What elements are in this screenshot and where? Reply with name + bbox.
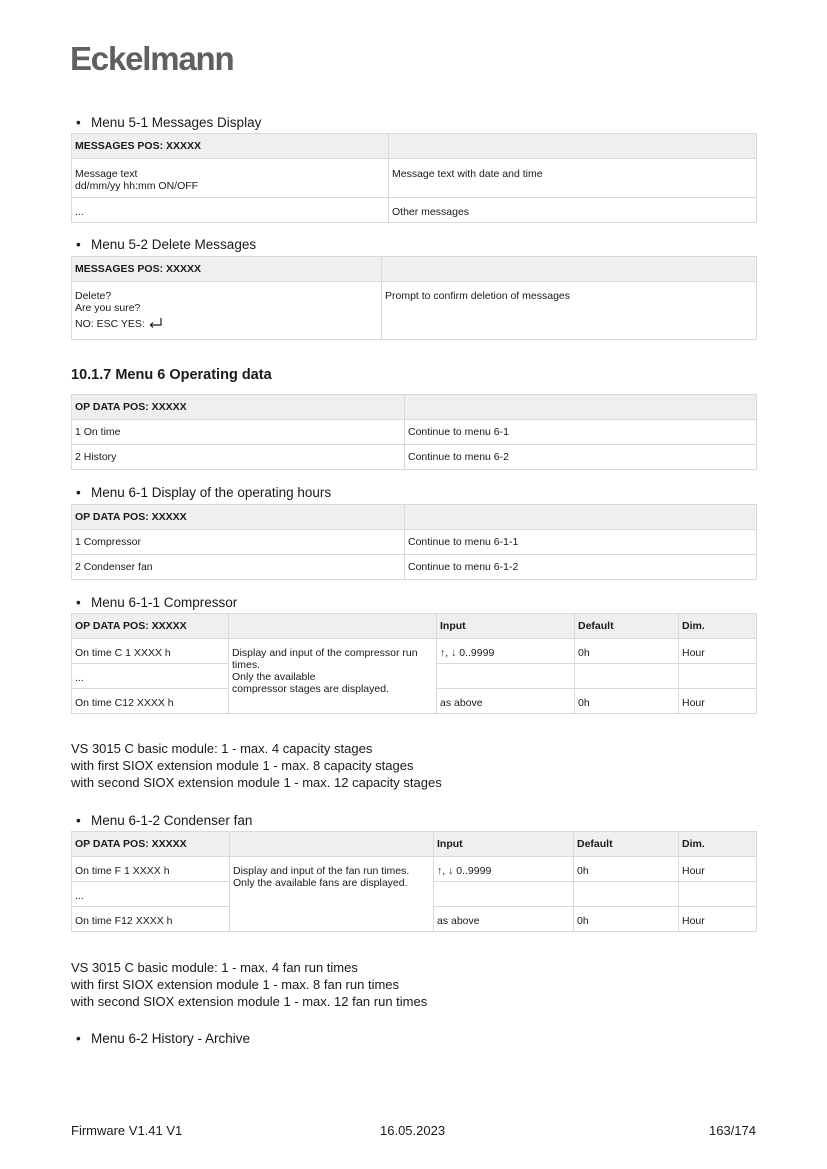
table-row [72,159,757,198]
col-header [230,832,434,857]
cell-text: as above [434,907,574,932]
cell-text: Other messages [389,198,757,223]
cell-text: Continue to menu 6-1-2 [405,555,757,580]
col-header: Input [437,614,575,639]
table-header-empty [382,257,757,282]
cell-text: ↑, ↓ 0..9999 [437,639,575,664]
cell-text [575,664,679,689]
menu-6-2-title: Menu 6-2 History - Archive [91,1031,251,1046]
cell-text [679,664,757,689]
cell-text: ... [72,664,229,689]
table-row [72,857,757,882]
menu-6-1-title: Menu 6-1 Display of the operating hours [91,485,332,500]
col-header: OP DATA POS: XXXXX [72,832,230,857]
table-header: OP DATA POS: XXXXX [72,395,405,420]
cell-text: Continue to menu 6-1-1 [405,530,757,555]
section-heading: 10.1.7 Menu 6 Operating data [71,367,272,383]
table-menu-5-2 [71,256,757,340]
table-header-empty [405,505,757,530]
description-cell: Display and input of the compressor run times. Only the available compressor stages are displayed. [229,639,437,714]
table-header-empty [405,395,757,420]
note-line: VS 3015 C basic module: 1 - max. 4 fan run times [71,960,358,975]
cell-text: ... [72,882,230,907]
table-header-empty [389,134,757,159]
description-cell: Display and input of the fan run times. Only the available fans are displayed. [230,857,434,932]
cell-text: Hour [679,907,757,932]
footer-page-number: 163/174 [709,1123,756,1138]
cell-text: 1 On time [72,420,405,445]
col-header: OP DATA POS: XXXXX [72,614,229,639]
cell-text: Hour [679,857,757,882]
cell-text: 0h [574,857,679,882]
enter-key-icon [149,317,163,329]
cell-text [574,882,679,907]
table-row [72,198,757,223]
cell-text: Continue to menu 6-1 [405,420,757,445]
table-menu-6-1-1 [71,613,757,714]
cell-text: as above [437,689,575,714]
table-menu-5-1 [71,133,757,223]
cell-text: Message text with date and time [389,159,757,198]
cell-text: On time F 1 XXXX h [72,857,230,882]
cell-text: Are you sure? [75,302,141,314]
table-menu-6-1-2 [71,831,757,932]
menu-6-1-2-title: Menu 6-1-2 Condenser fan [91,813,253,828]
cell-text: On time F12 XXXX h [72,907,230,932]
col-header: Default [575,614,679,639]
cell-text: On time C 1 XXXX h [72,639,229,664]
cell-text [434,882,574,907]
table-row [72,445,757,470]
bullet-menu-6-1-2: • Menu 6-1-2 Condenser fan [76,813,253,828]
cell-text: 0h [574,907,679,932]
col-header: Dim. [679,832,757,857]
table-header: MESSAGES POS: XXXXX [72,257,382,282]
cell-text: Delete? [75,290,112,302]
table-row [72,555,757,580]
bullet-menu-5-1: • Menu 5-1 Messages Display [76,115,262,130]
cell-text: Continue to menu 6-2 [405,445,757,470]
note-line: VS 3015 C basic module: 1 - max. 4 capacity stages [71,741,373,756]
footer-date: 16.05.2023 [380,1123,446,1138]
menu-6-1-1-title: Menu 6-1-1 Compressor [91,595,238,610]
cell-text: Message text [75,168,138,180]
table-header: OP DATA POS: XXXXX [72,505,405,530]
table-row [72,530,757,555]
col-header: Dim. [679,614,757,639]
table-menu-6-1 [71,504,757,580]
table-header: MESSAGES POS: XXXXX [72,134,389,159]
bullet-menu-5-2: • Menu 5-2 Delete Messages [76,237,257,252]
bullet-menu-6-1-1: • Menu 6-1-1 Compressor [76,595,238,610]
col-header: Default [574,832,679,857]
note-compressor [71,740,442,791]
table-row [72,639,757,664]
col-header [229,614,437,639]
cell-text: dd/mm/yy hh:mm ON/OFF [75,180,199,192]
table-menu-6 [71,394,757,470]
cell-text: Prompt to confirm deletion of messages [382,282,757,340]
table-row [72,282,757,340]
col-header: Input [434,832,574,857]
cell-text: ↑, ↓ 0..9999 [434,857,574,882]
menu-5-2-title: Menu 5-2 Delete Messages [91,237,257,252]
cell-text: 2 History [72,445,405,470]
cell-text: 0h [575,689,679,714]
menu-5-1-title: Menu 5-1 Messages Display [91,115,262,130]
bullet-menu-6-2: • Menu 6-2 History - Archive [76,1031,251,1046]
cell-text: 0h [575,639,679,664]
footer-firmware: Firmware V1.41 V1 [71,1123,183,1138]
cell-text: ... [72,198,389,223]
note-line: with second SIOX extension module 1 - max. 12 capacity stages [71,775,442,790]
cell-text: Hour [679,639,757,664]
cell-text: 2 Condenser fan [72,555,405,580]
cell-text: NO: ESC YES: [75,318,145,330]
note-fan [71,959,427,1010]
cell-text: On time C12 XXXX h [72,689,229,714]
cell-text: 1 Compressor [72,530,405,555]
note-line: with first SIOX extension module 1 - max. 8 fan run times [71,977,400,992]
cell-text [679,882,757,907]
note-line: with first SIOX extension module 1 - max. 8 capacity stages [71,758,414,773]
bullet-menu-6-1: • Menu 6-1 Display of the operating hours [76,485,332,500]
cell-text: Hour [679,689,757,714]
company-logo: Eckelmann [70,40,234,77]
table-row [72,420,757,445]
cell-text [437,664,575,689]
note-line: with second SIOX extension module 1 - max. 12 fan run times [71,994,428,1009]
